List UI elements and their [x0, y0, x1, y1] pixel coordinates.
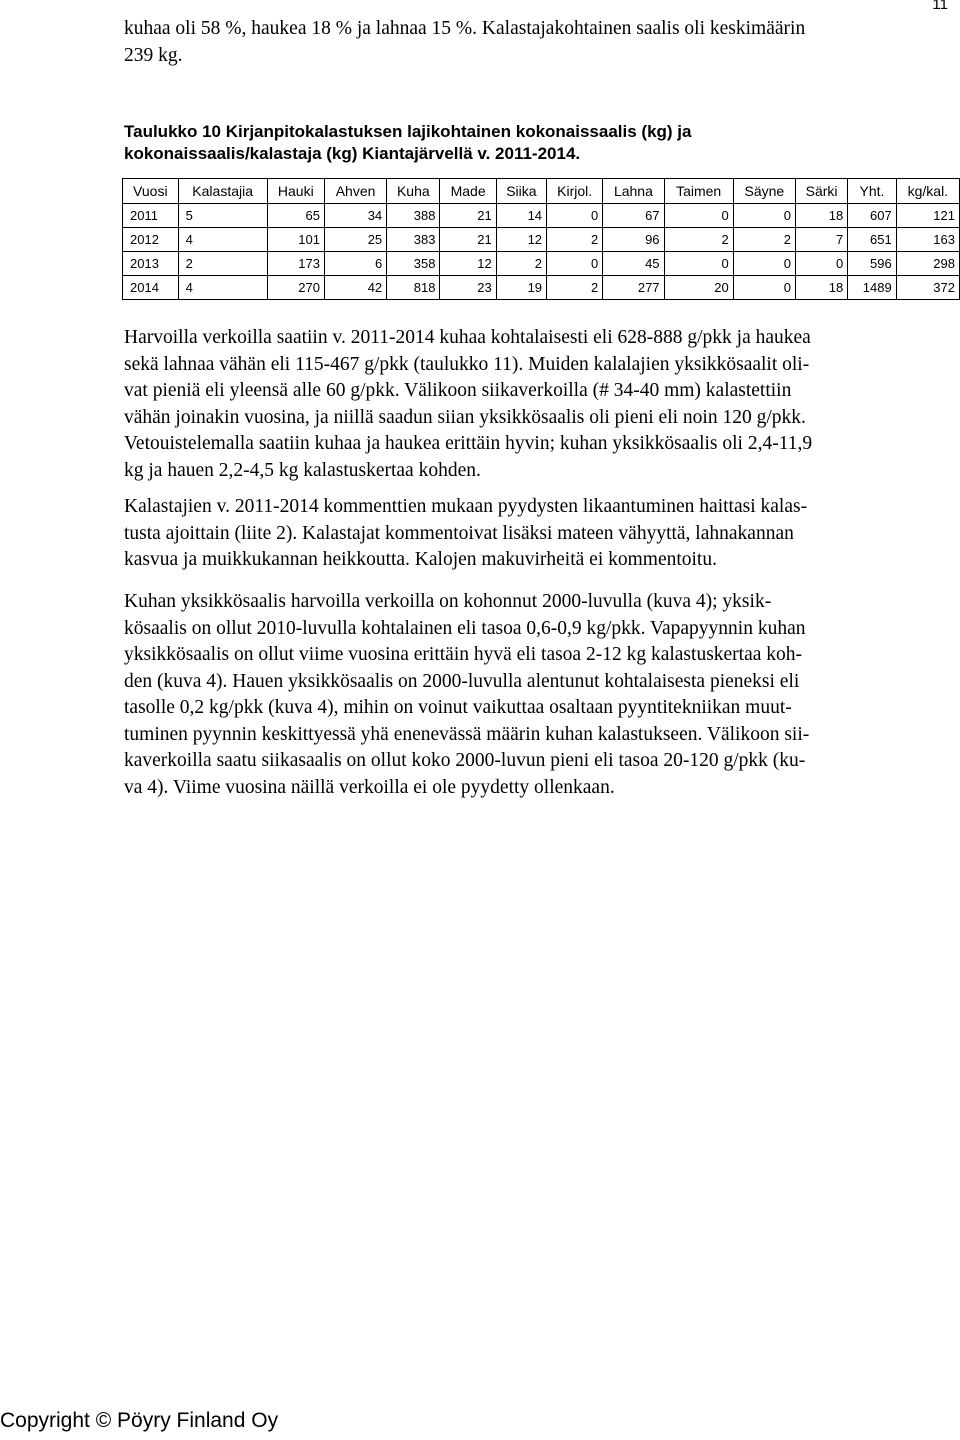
- table-row: [123, 228, 960, 252]
- paragraph-catch-trends: Kuhan yksikkösaalis harvoilla verkoilla on kohonnut 2000-luvulla (kuva 4); yksik- kösaalis on ollut 2010-luvulla kohtalainen eli tasoa 0,6-0,9 kg/pkk. Vapapyynnin kuhan yksikkösaalis on ollut viime vuosina erittäin hyvä eli tasoa 2-12 kg kalastuskertaa koh- den (kuva 4). Hauen yksikkösaalis on 2000-luvulla alentunut kohtalaisesta pieneksi eli tasolle 0,2 kg/pkk (kuva 4), mihin on voinut vaikuttaa osaltaan pyyntitekniikan muut- tuminen pyynnin keskittyessä yhä enenevässä määrin kuhan kalastukseen. Välikoon sii- kaverkoilla saatu siikasaalis on ollut koko 2000-luvun pieni eli tasoa 20-120 g/pkk (ku- va 4). Viime vuosina näillä verkoilla ei ole pyydetty ollenkaan.: [124, 591, 810, 798]
- table-cell: 0: [733, 252, 795, 276]
- table-cell: 2013: [123, 252, 179, 276]
- table-cell: 607: [848, 204, 896, 228]
- table-cell: 0: [547, 252, 603, 276]
- column-header: Kalastajia: [178, 179, 267, 204]
- page-number: 11: [932, 0, 948, 13]
- table-cell: 2012: [123, 228, 179, 252]
- table-cell: 0: [733, 204, 795, 228]
- column-header: Taimen: [664, 179, 733, 204]
- table-cell: 0: [795, 252, 847, 276]
- table-cell: 0: [664, 204, 733, 228]
- table-row: [123, 276, 960, 300]
- table-cell: 372: [896, 276, 959, 300]
- column-header: Yht.: [848, 179, 896, 204]
- copyright-footer: Copyright © Pöyry Finland Oy: [0, 1409, 279, 1432]
- table-cell: 596: [848, 252, 896, 276]
- table-cell: 25: [324, 228, 386, 252]
- column-header: kg/kal.: [896, 179, 959, 204]
- column-header: Vuosi: [123, 179, 179, 204]
- table-cell: 20: [664, 276, 733, 300]
- table-cell: 173: [267, 252, 324, 276]
- table-cell: 18: [795, 276, 847, 300]
- table-row: [123, 252, 960, 276]
- table-cell: 383: [387, 228, 440, 252]
- table-cell: 2: [547, 228, 603, 252]
- table-cell: 101: [267, 228, 324, 252]
- table-cell: 4: [178, 276, 267, 300]
- table-cell: 2014: [123, 276, 179, 300]
- table-cell: 358: [387, 252, 440, 276]
- table-cell: 19: [496, 276, 546, 300]
- table-cell: 42: [324, 276, 386, 300]
- table-cell: 5: [178, 204, 267, 228]
- table-cell: 21: [440, 228, 496, 252]
- column-header: Kuha: [387, 179, 440, 204]
- table-cell: 65: [267, 204, 324, 228]
- table-cell: 651: [848, 228, 896, 252]
- catch-table: [122, 178, 960, 300]
- table-cell: 4: [178, 228, 267, 252]
- table-cell: 270: [267, 276, 324, 300]
- paragraph-nets: Harvoilla verkoilla saatiin v. 2011-2014 kuhaa kohtalaisesti eli 628-888 g/pkk ja haukea sekä lahnaa vähän eli 115-467 g/pkk (taulukko 11). Muiden kalalajien yksikkösaalit oli- vat pieniä eli yleensä alle 60 g/pkk. Välikoon siikaverkoilla (# 34-40 mm) kalastettiin vähän joinakin vuosina, ja niillä saadun siian yksikkösaalis oli pieni eli noin 120 g/pkk. Vetouistelemalla saatiin kuhaa ja haukea erittäin hyvin; kuhan yksikkösaalis oli 2,4-11,9 kg ja hauen 2,2-4,5 kg kalastuskertaa kohden.: [124, 327, 813, 481]
- table-cell: 67: [603, 204, 664, 228]
- table-cell: 0: [547, 204, 603, 228]
- table-cell: 23: [440, 276, 496, 300]
- table-cell: 0: [733, 276, 795, 300]
- table-caption: Taulukko 10 Kirjanpitokalastuksen lajikohtainen kokonaissaalis (kg) ja kokonaissaalis/kalastaja (kg) Kiantajärvellä v. 2011-2014.: [124, 122, 692, 163]
- column-header: Siika: [496, 179, 546, 204]
- table-cell: 12: [496, 228, 546, 252]
- table-cell: 34: [324, 204, 386, 228]
- table-cell: 2011: [123, 204, 179, 228]
- table-cell: 7: [795, 228, 847, 252]
- table-cell: 2: [664, 228, 733, 252]
- table-cell: 96: [603, 228, 664, 252]
- table-row: [123, 204, 960, 228]
- column-header: Hauki: [267, 179, 324, 204]
- paragraph-comments: Kalastajien v. 2011-2014 kommenttien mukaan pyydysten likaantuminen haittasi kalas- tusta ajoittain (liite 2). Kalastajat kommentoivat lisäksi mateen vähyyttä, lahnakannan kasvua ja muikkukannan heikkoutta. Kalojen makuvirheitä ei kommentoitu.: [124, 496, 808, 570]
- column-header: Kirjol.: [547, 179, 603, 204]
- column-header: Säyne: [733, 179, 795, 204]
- table-cell: 818: [387, 276, 440, 300]
- table-cell: 14: [496, 204, 546, 228]
- table-cell: 2: [496, 252, 546, 276]
- table-cell: 2: [178, 252, 267, 276]
- table-cell: 18: [795, 204, 847, 228]
- table-cell: 1489: [848, 276, 896, 300]
- column-header: Lahna: [603, 179, 664, 204]
- table-cell: 2: [547, 276, 603, 300]
- table-cell: 45: [603, 252, 664, 276]
- table-cell: 6: [324, 252, 386, 276]
- table-body: [123, 204, 960, 300]
- table-cell: 12: [440, 252, 496, 276]
- table-cell: 277: [603, 276, 664, 300]
- table-cell: 21: [440, 204, 496, 228]
- intro-paragraph: kuhaa oli 58 %, haukea 18 % ja lahnaa 15 %. Kalastajakohtainen saalis oli keskimäärin 239 kg.: [124, 18, 806, 66]
- table-cell: 0: [664, 252, 733, 276]
- table-cell: 298: [896, 252, 959, 276]
- column-header: Made: [440, 179, 496, 204]
- table-cell: 163: [896, 228, 959, 252]
- column-header: Ahven: [324, 179, 386, 204]
- table-cell: 388: [387, 204, 440, 228]
- table-cell: 2: [733, 228, 795, 252]
- table-header-row: [123, 179, 960, 204]
- column-header: Särki: [795, 179, 847, 204]
- table-cell: 121: [896, 204, 959, 228]
